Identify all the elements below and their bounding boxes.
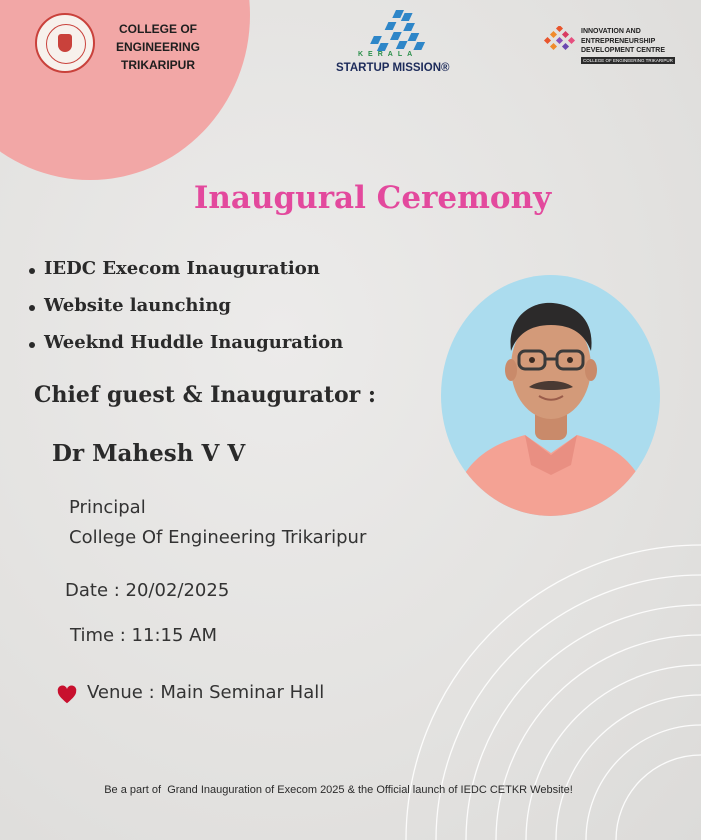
event-date: Date : 20/02/2025 xyxy=(65,580,230,601)
college-name-line: TRIKARIPUR xyxy=(121,58,195,72)
agenda-item: IEDC Execom Inauguration xyxy=(27,258,343,295)
agenda-item: Website launching xyxy=(27,295,343,332)
chief-guest-photo xyxy=(441,275,660,516)
event-time: Time : 11:15 AM xyxy=(70,625,217,646)
event-venue: Venue : Main Seminar Hall xyxy=(87,682,325,703)
iedc-name-line: INNOVATION AND xyxy=(581,28,641,35)
college-emblem-logo xyxy=(35,13,95,73)
event-title: Inaugural Ceremony xyxy=(193,180,552,216)
iedc-name xyxy=(581,27,665,56)
agenda-item: Weeknd Huddle Inauguration xyxy=(27,332,343,369)
ksum-checker-logo xyxy=(364,10,444,52)
portrait-illustration xyxy=(441,275,660,516)
ksum-name: STARTUP MISSION® xyxy=(336,62,450,74)
iedc-name-line: ENTREPRENEURSHIP xyxy=(581,37,656,45)
chief-guest-institution: College Of Engineering Trikaripur xyxy=(69,527,367,548)
iedc-logo xyxy=(543,26,577,54)
chief-guest-heading: Chief guest & Inaugurator : xyxy=(34,382,377,408)
chief-guest-name: Dr Mahesh V V xyxy=(52,440,246,467)
iedc-college-strip: COLLEGE OF ENGINEERING TRIKARIPUR xyxy=(583,58,673,63)
college-name-line: ENGINEERING xyxy=(115,40,200,54)
heart-pin-icon xyxy=(56,684,78,706)
college-name xyxy=(110,20,206,74)
college-name-line: COLLEGE OF xyxy=(119,22,197,36)
ksum-kerala-word: KERALA xyxy=(358,51,418,58)
iedc-name-line: DEVELOPMENT CENTRE xyxy=(581,47,666,54)
footer-invitation: Be a part of Grand Inauguration of Execom 2025 & the Official launch of IEDC CETKR Website! xyxy=(104,784,573,796)
event-agenda-list xyxy=(27,258,343,369)
chief-guest-role: Principal xyxy=(69,497,146,518)
